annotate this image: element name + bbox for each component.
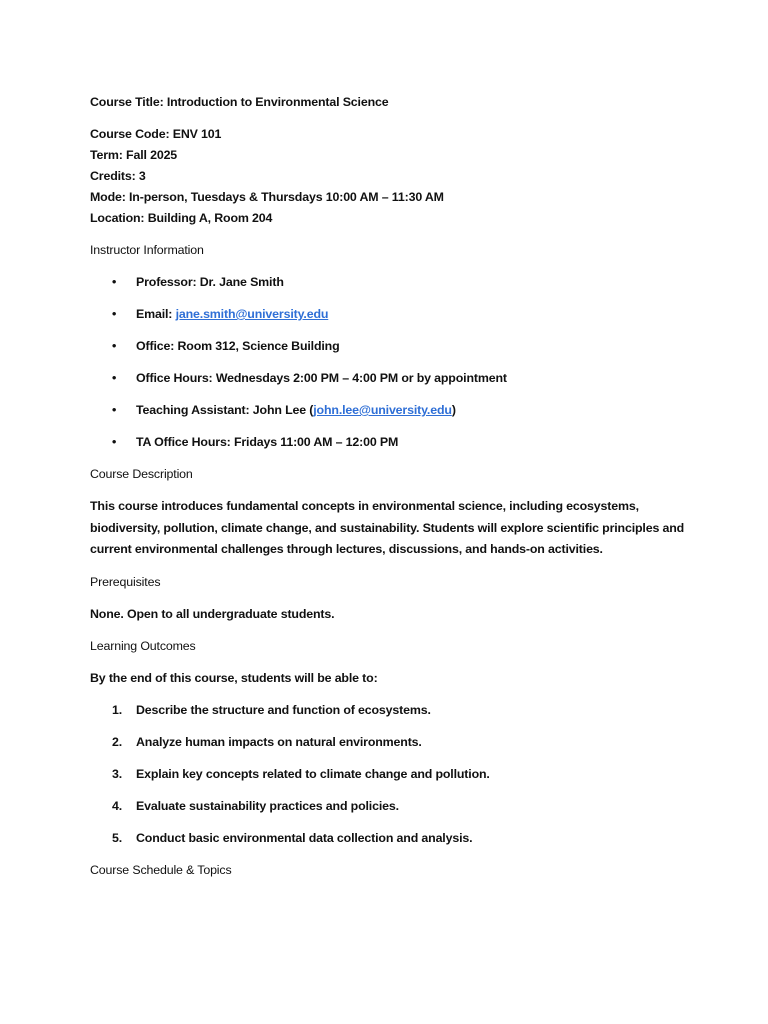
prerequisites-text: None. Open to all undergraduate students. xyxy=(90,606,335,621)
list-number: 4. xyxy=(112,798,123,813)
ta-prefix: Teaching Assistant: John Lee ( xyxy=(136,403,314,417)
outcome-text: Describe the structure and function of ecosystems. xyxy=(136,702,431,717)
list-item xyxy=(90,368,710,389)
email-label: Email: xyxy=(136,307,176,321)
outcome-text: Conduct basic environmental data collection and analysis. xyxy=(136,830,473,845)
course-description xyxy=(90,496,710,561)
description-line: biodiversity, pollution, climate change, and sustainability. Students will explore scientific principles and xyxy=(90,520,685,535)
course-location: Location: Building A, Room 204 xyxy=(90,211,273,225)
bullet-icon: • xyxy=(112,435,117,449)
list-number: 2. xyxy=(112,734,123,749)
office-hours: Office Hours: Wednesdays 2:00 PM – 4:00 PM or by appointment xyxy=(136,371,507,385)
course-details xyxy=(90,124,710,229)
outcomes-list xyxy=(90,700,710,849)
list-item xyxy=(90,828,710,849)
ta-suffix: ) xyxy=(451,403,456,417)
list-number: 1. xyxy=(112,702,123,717)
list-item xyxy=(90,304,710,325)
bullet-icon: • xyxy=(112,371,117,385)
description-heading: Course Description xyxy=(90,467,193,481)
bullet-icon: • xyxy=(112,339,117,353)
outcome-text: Analyze human impacts on natural environments. xyxy=(136,734,422,749)
outcomes-heading: Learning Outcomes xyxy=(90,638,196,653)
course-credits: Credits: 3 xyxy=(90,169,146,183)
description-line: This course introduces fundamental concepts in environmental science, including ecosystems, xyxy=(90,499,639,513)
outcomes-intro: By the end of this course, students will be able to: xyxy=(90,670,378,685)
bullet-icon: • xyxy=(112,403,117,417)
professor-name: Professor: Dr. Jane Smith xyxy=(136,275,284,289)
prerequisites-heading: Prerequisites xyxy=(90,574,161,589)
outcome-text: Evaluate sustainability practices and policies. xyxy=(136,798,399,813)
list-item xyxy=(90,796,710,817)
schedule-heading: Course Schedule & Topics xyxy=(90,862,232,877)
office-location: Office: Room 312, Science Building xyxy=(136,339,340,353)
professor-email-link[interactable]: jane.smith@university.edu xyxy=(175,307,329,321)
course-mode: Mode: In-person, Tuesdays & Thursdays 10:00 AM – 11:30 AM xyxy=(90,190,444,204)
instructor-list xyxy=(90,272,710,453)
list-item xyxy=(90,432,710,453)
ta-email-link[interactable]: john.lee@university.edu xyxy=(313,403,452,417)
list-item xyxy=(90,732,710,753)
bullet-icon: • xyxy=(112,307,117,321)
instructor-heading: Instructor Information xyxy=(90,243,204,257)
list-item xyxy=(90,400,710,421)
list-number: 5. xyxy=(112,830,123,845)
list-item xyxy=(90,272,710,293)
course-title: Course Title: Introduction to Environmental Science xyxy=(90,95,389,109)
bullet-icon: • xyxy=(112,275,117,289)
list-item xyxy=(90,700,710,721)
list-item xyxy=(90,764,710,785)
ta-office-hours: TA Office Hours: Fridays 11:00 AM – 12:00 PM xyxy=(136,435,399,449)
outcome-text: Explain key concepts related to climate change and pollution. xyxy=(136,766,490,781)
list-number: 3. xyxy=(112,766,123,781)
course-code: Course Code: ENV 101 xyxy=(90,127,222,141)
syllabus-document xyxy=(90,92,710,892)
description-line: current environmental challenges through lectures, discussions, and hands-on activities. xyxy=(90,542,603,556)
course-term: Term: Fall 2025 xyxy=(90,148,178,162)
list-item xyxy=(90,336,710,357)
